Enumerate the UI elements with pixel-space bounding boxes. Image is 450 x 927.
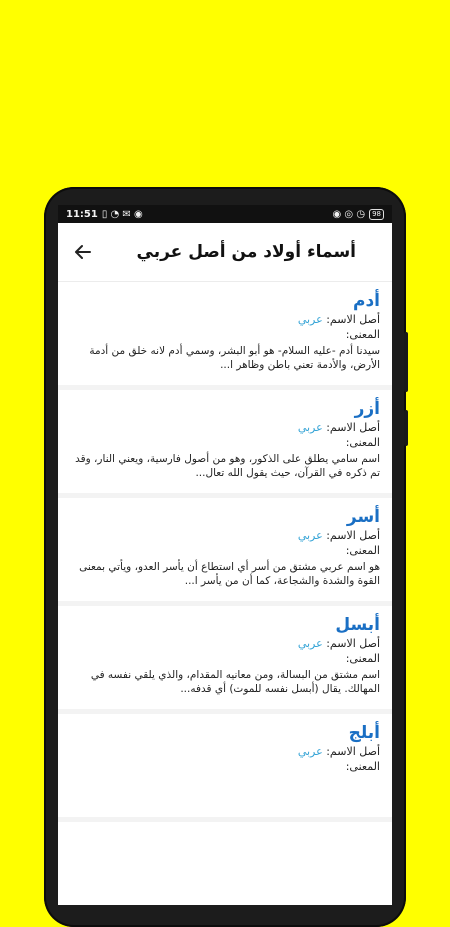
power-button — [404, 410, 408, 446]
origin-row — [70, 528, 380, 543]
names-list[interactable] — [58, 282, 392, 822]
origin-row — [70, 420, 380, 435]
name-card[interactable] — [58, 498, 392, 606]
origin-value: عربي — [297, 421, 323, 434]
origin-row — [70, 312, 380, 327]
origin-value: عربي — [297, 529, 323, 542]
app-screen — [58, 205, 392, 905]
origin-value: عربي — [297, 745, 323, 758]
meaning-label: المعنى: — [345, 328, 380, 341]
status-bar — [58, 205, 392, 223]
name-title: أدم — [352, 291, 380, 311]
meaning-label: المعنى: — [345, 544, 380, 557]
app-bar — [58, 223, 392, 282]
status-icons-left: ▯ ◔ ✉ ◉ — [101, 208, 143, 220]
meaning-text: هو اسم عربي مشتق من أسر أي استطاع أن يأسر العدو، ويأتي بمعنى القوة والشدة والشجاعة، كما أن من يأسر ا... — [79, 561, 380, 587]
volume-button — [404, 332, 408, 392]
name-card[interactable] — [58, 714, 392, 822]
name-card[interactable] — [58, 282, 392, 390]
origin-label: أصل الاسم: — [326, 529, 380, 542]
arrow-left-icon — [74, 243, 92, 261]
meaning-label: المعنى: — [345, 436, 380, 449]
back-button[interactable] — [70, 239, 96, 265]
status-icons-right: ◉ ◎ ◷ — [332, 208, 366, 220]
meaning-text: سيدنا أدم -عليه السلام- هو أبو البشر، وسمي أدم لانه خلق من أدمة الأرض، والأدمة تعني باطن وظاهر ا... — [89, 345, 380, 371]
battery-icon: 98 — [369, 209, 384, 220]
name-card[interactable] — [58, 606, 392, 714]
origin-value: عربي — [297, 313, 323, 326]
origin-row — [70, 636, 380, 651]
origin-value: عربي — [297, 637, 323, 650]
page-title: أسماء أولاد من أصل عربي — [136, 242, 356, 262]
origin-label: أصل الاسم: — [326, 745, 380, 758]
meaning-label: المعنى: — [345, 652, 380, 665]
origin-row — [70, 744, 380, 759]
name-title: أبسل — [335, 615, 380, 635]
origin-label: أصل الاسم: — [326, 421, 380, 434]
name-title: أسر — [346, 507, 380, 527]
origin-label: أصل الاسم: — [326, 313, 380, 326]
name-title: أزر — [354, 399, 380, 419]
origin-label: أصل الاسم: — [326, 637, 380, 650]
clock: 11:51 — [66, 208, 98, 220]
meaning-label: المعنى: — [345, 760, 380, 773]
meaning-text: اسم سامي يطلق على الذكور، وهو من أصول فارسية، ويعني النار، وقد تم ذكره في القرآن، حيث يقول الله تعال... — [75, 453, 380, 479]
name-title: أبلج — [348, 723, 380, 743]
meaning-text: اسم مشتق من البسالة، ومن معانيه المقدام، والذي يلقي نفسه في المهالك. يقال (أبسل نفسه للموت) أي قدفه... — [90, 669, 380, 695]
name-card[interactable] — [58, 390, 392, 498]
